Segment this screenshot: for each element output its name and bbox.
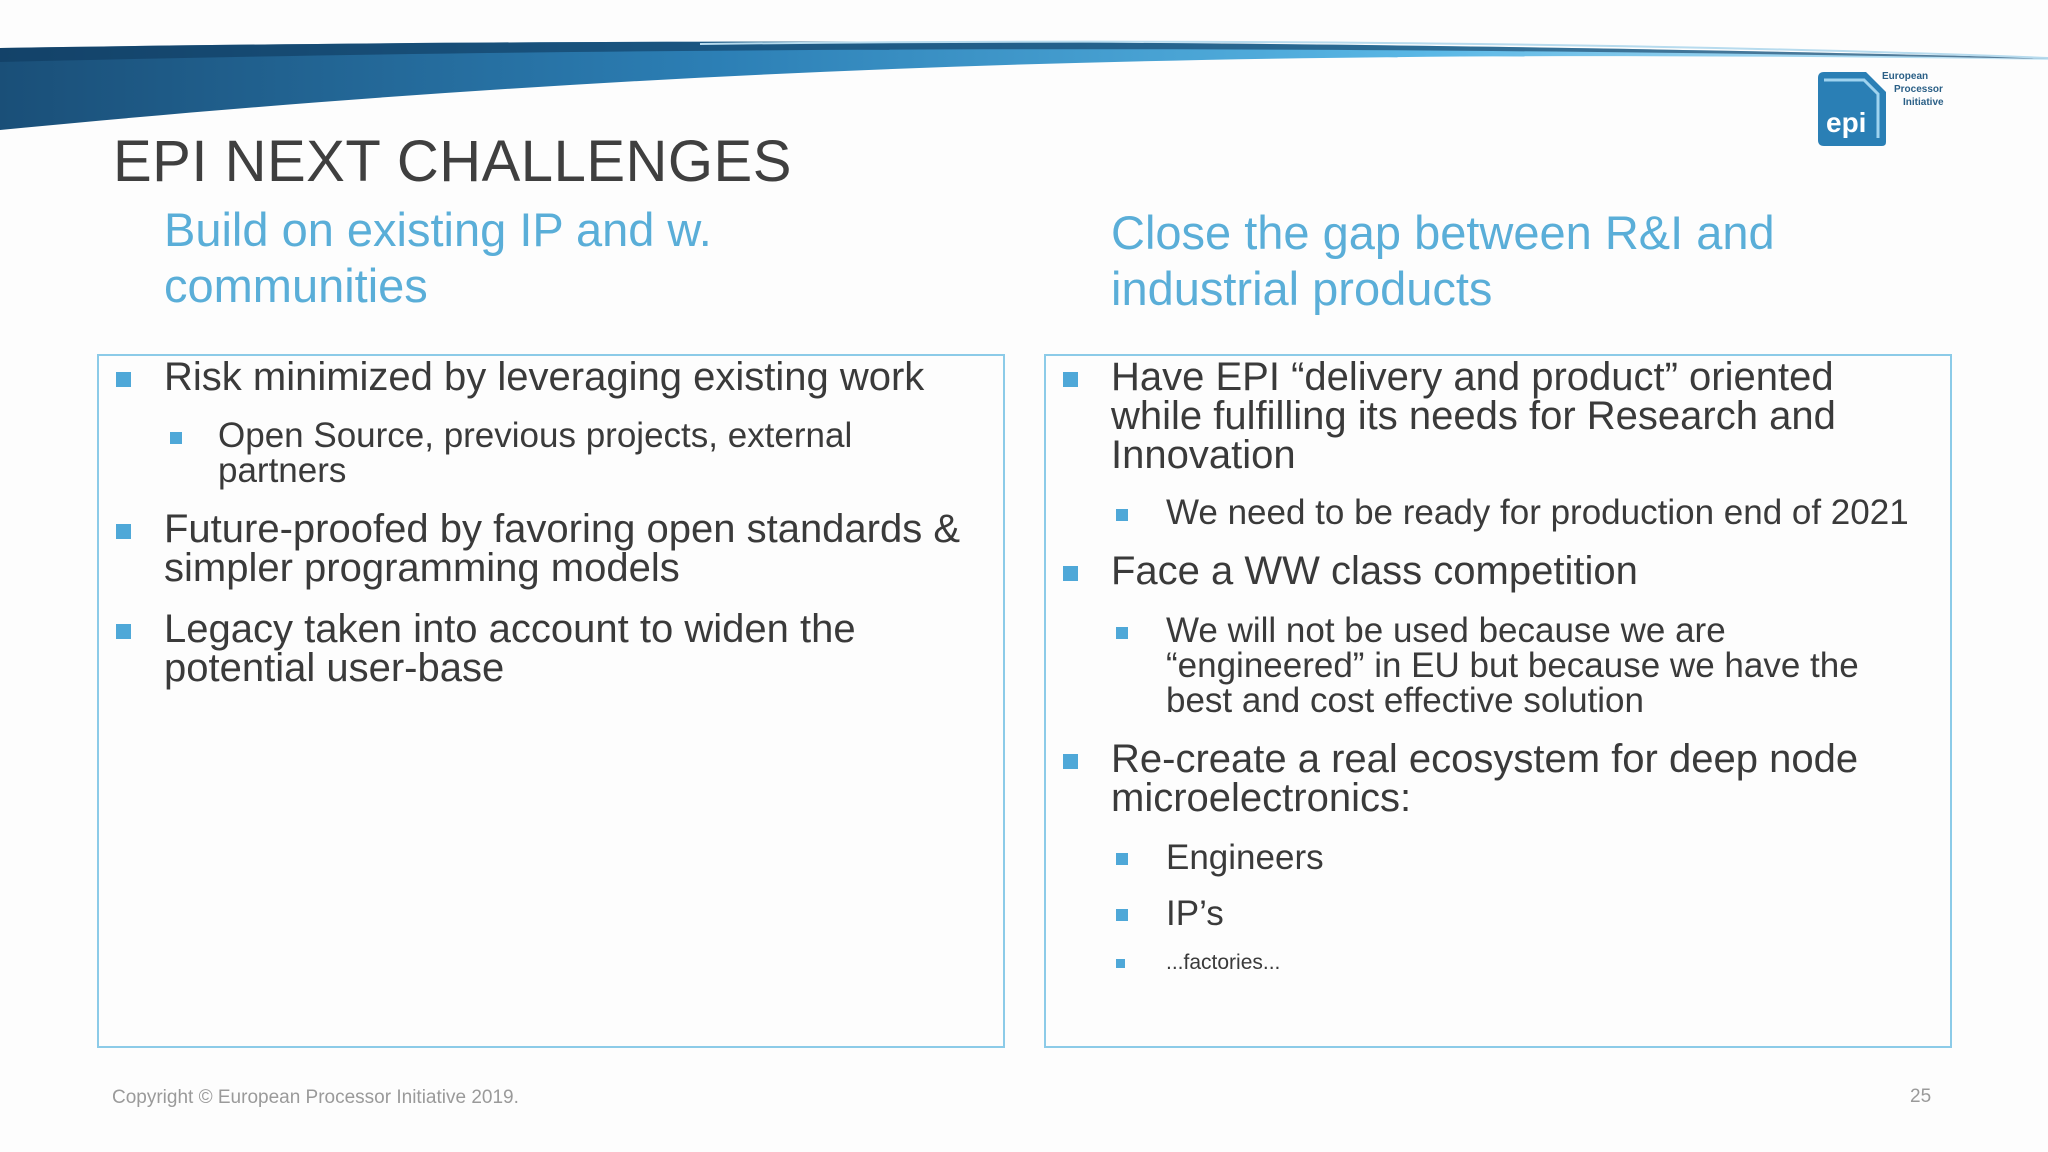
sub-bullet-icon [1116, 853, 1128, 865]
left-item-3: Legacy taken into account to widen the potential user-base [164, 607, 856, 690]
left-item-2: Future-proofed by favoring open standards & simpler programming models [164, 507, 961, 590]
epi-logo [1814, 68, 1954, 148]
left-item-1: Risk minimized by leveraging existing work [164, 355, 925, 399]
right-item-3-sub-2: IP’s [1166, 894, 1224, 933]
sub-bullet-icon [1116, 909, 1128, 921]
left-heading-line2: communities [164, 259, 428, 312]
logo-line1: European [1882, 71, 1929, 82]
right-heading-line2: industrial products [1111, 262, 1493, 315]
right-item-2: Face a WW class competition [1111, 549, 1638, 593]
right-heading [1111, 205, 1971, 317]
right-heading-line1: Close the gap between R&I and [1111, 206, 1775, 259]
bullet-icon [1063, 754, 1078, 769]
right-item-3-sub-3: ...factories... [1166, 951, 1281, 974]
right-item-1-sub: We need to be ready for production end of 2021 [1166, 493, 1909, 532]
logo-line3: Initiative [1903, 97, 1944, 108]
slide-title: EPI NEXT CHALLENGES [113, 129, 792, 194]
right-item-3: Re-create a real ecosystem for deep node microelectronics: [1111, 737, 1859, 820]
bullet-icon [116, 624, 131, 639]
bullet-icon [116, 524, 131, 539]
sub-bullet-icon [1116, 627, 1128, 639]
copyright-footer: Copyright © European Processor Initiative 2019. [112, 1087, 519, 1108]
page-number: 25 [1910, 1086, 1932, 1107]
bullet-icon [116, 372, 131, 387]
left-heading [164, 202, 924, 314]
header-banner [0, 0, 2048, 140]
sub-bullet-icon [1116, 959, 1125, 968]
left-item-1-sub: Open Source, previous projects, external partners [218, 416, 853, 490]
logo-line2: Processor [1894, 84, 1943, 95]
logo-text: epi [1826, 107, 1867, 138]
bullet-icon [1063, 566, 1078, 581]
sub-bullet-icon [170, 432, 182, 444]
left-heading-line1: Build on existing IP and w. [164, 203, 712, 256]
right-item-2-sub: We will not be used because we are “engineered” in EU but because we have the best and cost effective solution [1166, 611, 1859, 720]
sub-bullet-icon [1116, 509, 1128, 521]
epi-logo-icon [1814, 68, 1954, 148]
right-item-1: Have EPI “delivery and product” oriented while fulfilling its needs for Research and Innovation [1111, 355, 1836, 477]
bullet-icon [1063, 372, 1078, 387]
right-item-3-sub-1: Engineers [1166, 838, 1324, 877]
